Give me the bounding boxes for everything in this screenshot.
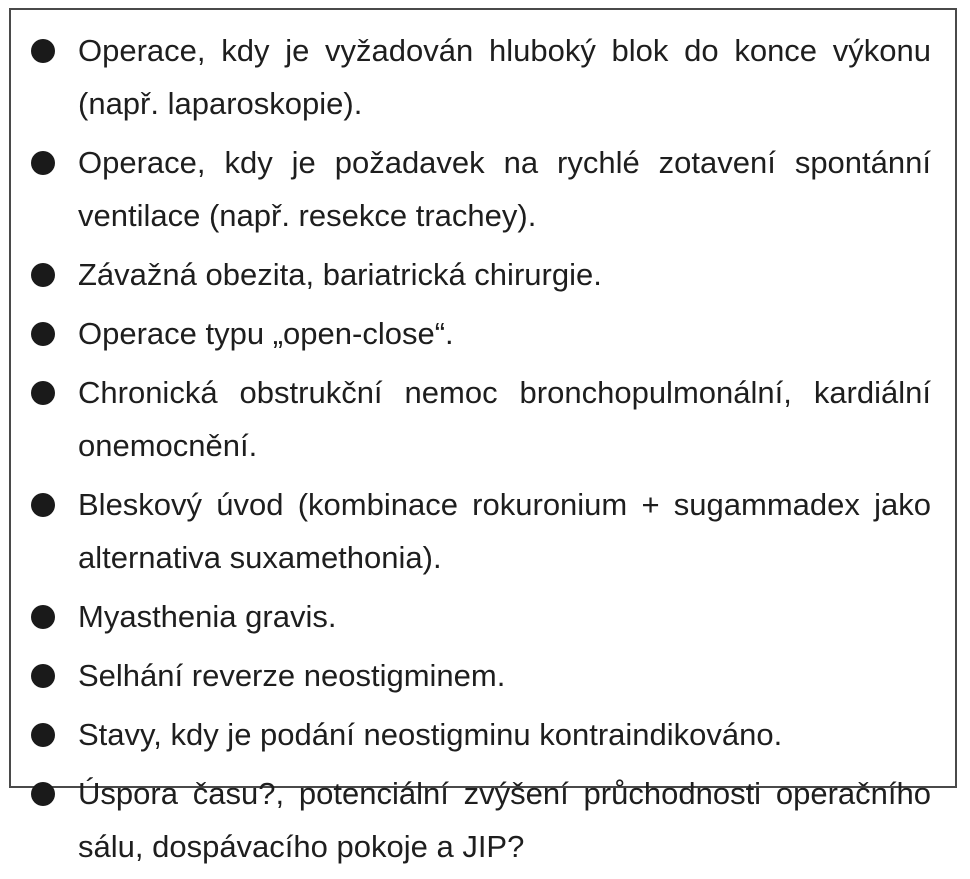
- list-item-text: Myasthenia gravis.: [78, 599, 337, 634]
- bordered-box: [9, 8, 957, 864]
- bullet-icon: [31, 664, 55, 688]
- list-item-text: Operace, kdy je vyžadován hluboký blok do konce výkonu (např. laparoskopie).: [78, 33, 931, 121]
- bullet-icon: [31, 322, 55, 346]
- list-item-text: Stavy, kdy je podání neostigminu kontraindikováno.: [78, 717, 783, 752]
- list-item-text: Selhání reverze neostigminem.: [78, 658, 506, 693]
- bullet-icon: [31, 493, 55, 517]
- list-item: [11, 136, 955, 242]
- bullet-list: [11, 24, 955, 879]
- list-item: [11, 649, 955, 702]
- list-item: [11, 307, 955, 360]
- list-item-text: Chronická obstrukční nemoc bronchopulmonální, kardiální onemocnění.: [78, 375, 931, 463]
- bullet-icon: [31, 605, 55, 629]
- list-item: [11, 708, 955, 761]
- list-item: [11, 248, 955, 301]
- list-item: [11, 478, 955, 584]
- list-item: [11, 767, 955, 873]
- list-item-text: Operace typu „open-close“.: [78, 316, 454, 351]
- bullet-icon: [31, 381, 55, 405]
- bullet-icon: [31, 723, 55, 747]
- list-item-text: Úspora času?, potenciální zvýšení průchodnosti operačního sálu, dospávacího pokoje a JIP?: [78, 776, 931, 864]
- list-item-text: Operace, kdy je požadavek na rychlé zotavení spontánní ventilace (např. resekce trachey).: [78, 145, 931, 233]
- list-item: [11, 24, 955, 130]
- list-item: [11, 590, 955, 643]
- bullet-icon: [31, 782, 55, 806]
- list-item-text: Závažná obezita, bariatrická chirurgie.: [78, 257, 602, 292]
- bullet-icon: [31, 151, 55, 175]
- list-item-text: Bleskový úvod (kombinace rokuronium + sugammadex jako alternativa suxamethonia).: [78, 487, 931, 575]
- list-item: [11, 366, 955, 472]
- bullet-icon: [31, 39, 55, 63]
- bullet-icon: [31, 263, 55, 287]
